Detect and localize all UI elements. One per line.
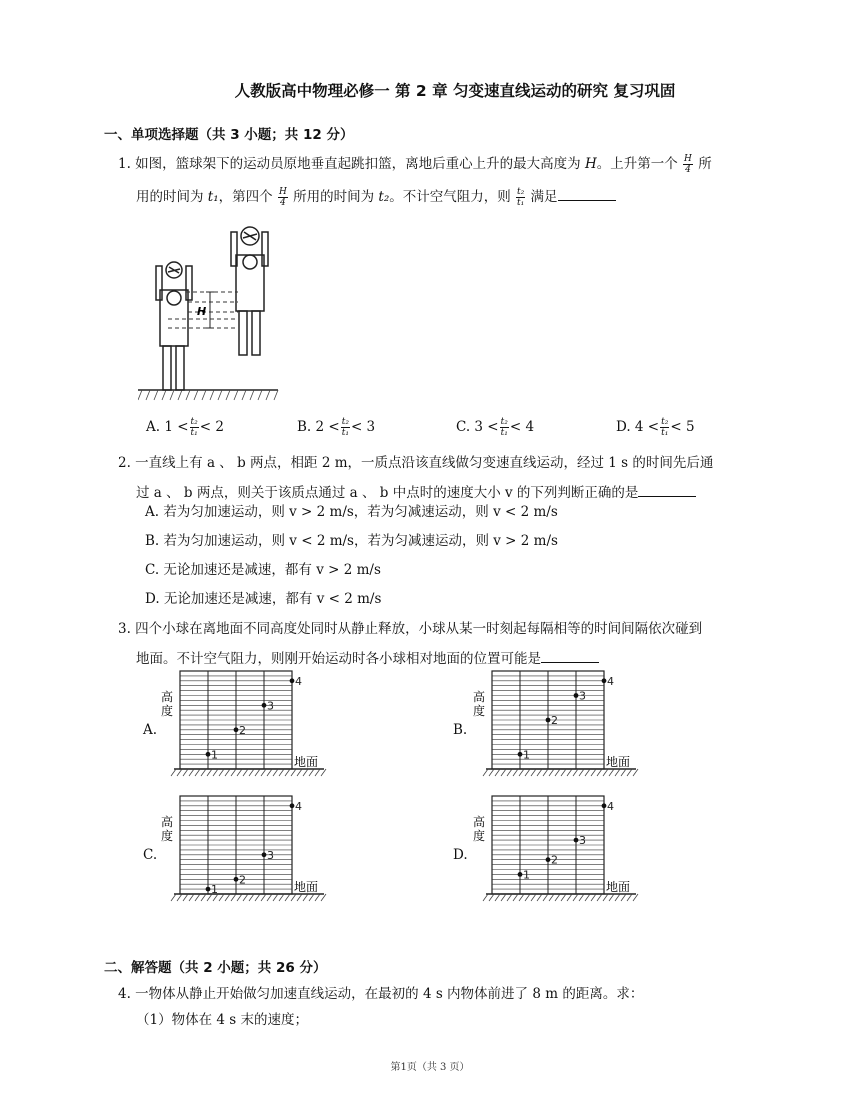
ball-label-3: 3 <box>267 848 274 862</box>
ground-hatch <box>201 769 206 776</box>
height-axis-label: 高 <box>161 690 174 704</box>
ball-marker-3 <box>574 838 579 843</box>
ground-hatch <box>489 769 494 776</box>
ground-hatch <box>621 769 626 776</box>
ground-hatch <box>297 769 302 776</box>
ground-hatch <box>315 894 320 901</box>
ground-hatch <box>195 769 200 776</box>
q3-option-a-label[interactable]: A. <box>143 722 158 738</box>
q2-option-d[interactable]: D. 无论加速还是减速，都有 v < 2 m/s <box>145 591 382 607</box>
ground-hatch <box>513 894 518 901</box>
ground-label: 地面 <box>294 880 319 894</box>
ground-hatch <box>219 769 224 776</box>
fraction-h-over-4: $\frac{H}{4}$ <box>684 154 692 175</box>
ground-hatch <box>255 769 260 776</box>
ground-hatch <box>501 769 506 776</box>
ground-hatch <box>555 769 560 776</box>
q1-line-2: 用的时间为 t₁，第四个 $\frac{H}{4}$ 所用的时间为 t₂。不计空气阻力，则 $\frac{\text{t₂}}{\text{t₁}}$ 满足 <box>136 186 616 208</box>
ground-hatch <box>573 894 578 901</box>
q1-option-d[interactable]: D. 4 < $\frac{\text{t₂}}{\text{t₁}}$ < 5 <box>616 417 695 438</box>
ground-hatch <box>495 894 500 901</box>
ground-hatch <box>561 769 566 776</box>
ground-hatch <box>609 894 614 901</box>
height-axis-label: 度 <box>161 704 174 718</box>
ground-hatch <box>585 769 590 776</box>
ball-marker-2 <box>234 877 239 882</box>
height-axis-label: 高 <box>161 815 174 829</box>
ball-label-3: 3 <box>579 689 586 703</box>
ball-marker-4 <box>290 803 295 808</box>
ground-hatch <box>321 769 326 776</box>
ground-hatch <box>633 769 638 776</box>
ground-hatch <box>243 894 248 901</box>
ground-hatch <box>609 769 614 776</box>
q4-line-2: （1）物体在 4 s 末的速度； <box>136 1012 308 1028</box>
ball-label-2: 2 <box>239 723 246 737</box>
ball-marker-4 <box>290 678 295 683</box>
ground-hatch <box>627 894 632 901</box>
height-axis-label: 度 <box>473 704 486 718</box>
ground-hatch <box>195 894 200 901</box>
ground-hatch <box>531 769 536 776</box>
q1-line-1: 1. 如图，篮球架下的运动员原地垂直起跳扣篮，离地后重心上升的最大高度为 H。上升第一个 $\frac{H}{4}$ 所 <box>118 154 712 175</box>
ground-label: 地面 <box>606 880 631 894</box>
ground-label: 地面 <box>294 755 319 769</box>
ground-hatch <box>549 769 554 776</box>
ground-hatch <box>249 769 254 776</box>
ball-marker-2 <box>546 857 551 862</box>
ground-hatch <box>555 894 560 901</box>
ground-hatch <box>543 769 548 776</box>
ground-hatch <box>573 769 578 776</box>
ground-hatch <box>579 769 584 776</box>
ground-hatch <box>177 769 182 776</box>
q2-option-b[interactable]: B. 若为匀加速运动，则 v < 2 m/s，若为匀减速运动，则 v > 2 m/s <box>145 533 558 549</box>
q3-option-d-chart[interactable] <box>470 791 642 909</box>
ball-marker-3 <box>262 852 267 857</box>
ground-hatch <box>267 769 272 776</box>
fraction-t2-over-t1: $\frac{\text{t₂}}{\text{t₁}}$ <box>517 187 525 208</box>
ground-hatch <box>261 894 266 901</box>
height-axis-label: 高 <box>473 690 486 704</box>
ground-hatch <box>519 769 524 776</box>
ground-hatch <box>537 769 542 776</box>
ground-hatch <box>291 894 296 901</box>
page-title: 人教版高中物理必修一 第 2 章 匀变速直线运动的研究 复习巩固 <box>234 82 676 100</box>
answer-blank[interactable] <box>541 648 599 663</box>
q1-option-a[interactable]: A. 1 < $\frac{\text{t₂}}{\text{t₁}}$ < 2 <box>146 417 224 438</box>
ground-hatch <box>249 894 254 901</box>
ground-hatch <box>603 769 608 776</box>
ground-hatch <box>279 769 284 776</box>
ground-hatch <box>231 894 236 901</box>
q3-line-2: 地面。不计空气阻力，则刚开始运动时各小球相对地面的位置可能是 <box>136 648 599 669</box>
ground-hatch <box>255 894 260 901</box>
ground-hatch <box>171 769 176 776</box>
ground-hatch <box>207 769 212 776</box>
ground-hatch <box>285 769 290 776</box>
ground-hatch <box>519 894 524 901</box>
ground-hatch <box>297 894 302 901</box>
ball-label-4: 4 <box>295 674 302 688</box>
q2-option-a[interactable]: A. 若为匀加速运动，则 v > 2 m/s，若为匀减速运动，则 v < 2 m/s <box>145 504 558 520</box>
ground-hatch <box>537 894 542 901</box>
q3-line-1: 3. 四个小球在离地面不同高度处同时从静止释放，小球从某一时刻起每隔相等的时间间隔依次碰到 <box>118 621 703 637</box>
ball-label-2: 2 <box>239 873 246 887</box>
ground-hatch <box>507 769 512 776</box>
ball-label-2: 2 <box>551 714 558 727</box>
ground-hatch <box>633 894 638 901</box>
ball-label-3: 3 <box>579 834 586 848</box>
q1-option-b[interactable]: B. 2 < $\frac{\text{t₂}}{\text{t₁}}$ < 3 <box>297 417 376 438</box>
height-axis-label: 高 <box>473 815 486 829</box>
ground-hatch <box>189 769 194 776</box>
ground-hatch <box>483 769 488 776</box>
ball-marker-4 <box>602 803 607 808</box>
ground-hatch <box>201 894 206 901</box>
ground-hatch <box>303 894 308 901</box>
ground-hatch <box>525 894 530 901</box>
ball-label-2: 2 <box>551 853 558 867</box>
ground-hatch <box>303 769 308 776</box>
q2-option-c[interactable]: C. 无论加速还是减速，都有 v > 2 m/s <box>145 562 381 578</box>
ball-marker-1 <box>206 752 211 757</box>
ball-marker-3 <box>574 693 579 698</box>
ball-label-4: 4 <box>295 799 302 813</box>
ground-hatch <box>597 769 602 776</box>
ground-hatch <box>171 894 176 901</box>
answer-blank[interactable] <box>558 186 616 201</box>
q2-line-2: 过 a 、 b 两点，则关于该质点通过 a 、 b 中点时的速度大小 v 的下列判断正确的是 <box>136 482 696 503</box>
h-label: H <box>197 305 207 318</box>
ground-hatch <box>591 769 596 776</box>
ground-hatch <box>237 769 242 776</box>
ground-hatch <box>627 769 632 776</box>
q4-line-1: 4. 一物体从静止开始做匀加速直线运动，在最初的 4 s 内物体前进了 8 m 的距离。求： <box>118 986 644 1002</box>
ball-label-4: 4 <box>607 674 614 688</box>
height-axis-label: 度 <box>473 829 486 843</box>
ground-hatch <box>591 894 596 901</box>
height-axis-label: 度 <box>161 829 174 843</box>
section-heading-choice: 一、单项选择题（共 3 小题；共 12 分） <box>104 127 354 143</box>
ground-hatch <box>267 894 272 901</box>
ground-hatch <box>615 894 620 901</box>
ground-hatch <box>549 894 554 901</box>
ground-hatch <box>603 894 608 901</box>
q1-option-c[interactable]: C. 3 < $\frac{\text{t₂}}{\text{t₁}}$ < 4 <box>456 417 535 438</box>
ground-hatch <box>579 894 584 901</box>
ball-label-4: 4 <box>607 799 614 813</box>
ground-hatch <box>273 894 278 901</box>
q3-option-a-chart[interactable] <box>158 666 330 784</box>
ground-hatch <box>315 769 320 776</box>
ground-hatch <box>615 769 620 776</box>
ground-hatch <box>183 894 188 901</box>
ground-hatch <box>237 894 242 901</box>
ground-hatch <box>489 894 494 901</box>
ground-hatch <box>261 769 266 776</box>
q3-option-b-chart[interactable] <box>470 666 642 784</box>
ball-marker-2 <box>234 727 239 732</box>
ball-label-3: 3 <box>267 699 274 713</box>
ground-hatch <box>321 894 326 901</box>
q3-option-c-label[interactable]: C. <box>143 847 158 863</box>
ball-marker-1 <box>518 872 523 877</box>
ground-label: 地面 <box>606 755 631 769</box>
ground-hatch <box>525 769 530 776</box>
ground-hatch <box>285 894 290 901</box>
ball-marker-2 <box>546 718 551 723</box>
ground-hatch <box>507 894 512 901</box>
ground-hatch <box>483 894 488 901</box>
ball-label-1: 1 <box>211 748 218 762</box>
ground-hatch <box>183 769 188 776</box>
ground-hatch <box>567 894 572 901</box>
ground-hatch <box>543 894 548 901</box>
section-heading-solution: 二、解答题（共 2 小题；共 26 分） <box>104 960 327 976</box>
page-footer: 第1页（共 3 页） <box>390 1062 470 1073</box>
ground-hatch <box>225 769 230 776</box>
q2-line-1: 2. 一直线上有 a 、 b 两点，相距 2 m，一质点沿该直线做匀变速直线运动，经过 1 s 的时间先后通 <box>118 455 714 471</box>
ground-hatch <box>501 894 506 901</box>
ground-hatch <box>309 894 314 901</box>
ball-label-1: 1 <box>211 883 218 897</box>
ground-hatch <box>585 894 590 901</box>
answer-blank[interactable] <box>638 482 696 497</box>
ground-hatch <box>513 769 518 776</box>
ball-label-1: 1 <box>523 868 530 882</box>
ball-label-1: 1 <box>523 748 530 762</box>
ground-hatch <box>495 769 500 776</box>
basketball-jump-figure <box>138 222 283 407</box>
ground-hatch <box>189 894 194 901</box>
ground-hatch <box>243 769 248 776</box>
ground-hatch <box>561 894 566 901</box>
ground-hatch <box>291 769 296 776</box>
ground-hatch <box>225 894 230 901</box>
ground-hatch <box>567 769 572 776</box>
q3-option-c-chart[interactable] <box>158 791 330 909</box>
ground-hatch <box>621 894 626 901</box>
ball-marker-1 <box>518 752 523 757</box>
ground-hatch <box>219 894 224 901</box>
ground-hatch <box>531 894 536 901</box>
ground-hatch <box>273 769 278 776</box>
q3-option-d-label[interactable]: D. <box>453 847 468 863</box>
ground-hatch <box>177 894 182 901</box>
ground-hatch <box>279 894 284 901</box>
ground-hatch <box>231 769 236 776</box>
ball-marker-1 <box>206 887 211 892</box>
ground-hatch <box>309 769 314 776</box>
q3-option-b-label[interactable]: B. <box>453 722 468 738</box>
ball-marker-4 <box>602 678 607 683</box>
ground-hatch <box>597 894 602 901</box>
ball-marker-3 <box>262 703 267 708</box>
ground-hatch <box>213 769 218 776</box>
